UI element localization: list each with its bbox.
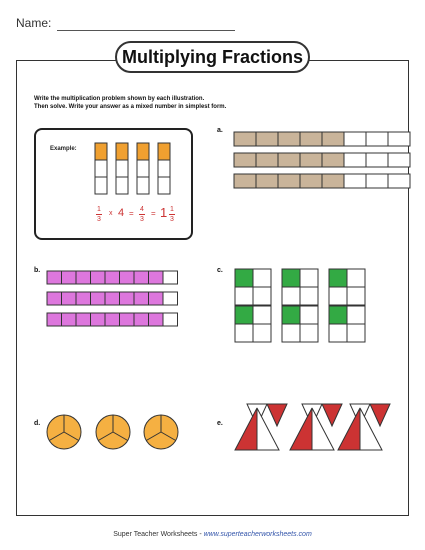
problem-b-strip-cell — [105, 292, 120, 305]
problem-b-strip-cell — [76, 313, 91, 326]
problem-a-strip-cell — [366, 174, 388, 188]
problem-e-triangle — [235, 408, 257, 450]
multiplier: 4 — [118, 207, 125, 219]
example-bar-cell — [137, 160, 149, 177]
problem-a-strip-cell — [344, 174, 366, 188]
page-title: Multiplying Fractions — [115, 41, 310, 73]
problem-c-grid-cell — [329, 306, 347, 324]
problem-e-letter: e. — [217, 420, 223, 427]
footer-site-link[interactable]: www.superteacherworksheets.com — [203, 531, 312, 538]
problem-b-letter: b. — [34, 267, 41, 274]
numerator: 1 — [170, 206, 174, 213]
problem-b-strip-cell — [91, 271, 106, 284]
example-bar-cell — [95, 177, 107, 194]
example-bar-cell — [158, 177, 170, 194]
problem-c-grid-cell — [300, 306, 318, 324]
problem-b-strip-cell — [47, 271, 62, 284]
problem-c-grid-cell — [347, 269, 365, 287]
problem-c-grid-cell — [347, 287, 365, 305]
problem-a-strip-cell — [344, 153, 366, 167]
problem-c-grid-cell — [300, 287, 318, 305]
problem-b-strip-cell — [134, 313, 149, 326]
example-bar-cell — [116, 177, 128, 194]
problem-c-grid-cell — [282, 269, 300, 287]
problem-c-grid-cell — [329, 324, 347, 342]
numerator: 1 — [97, 206, 101, 213]
problem-b-strip-cell — [120, 271, 135, 284]
example-bar-cell — [95, 160, 107, 177]
example-bar-cell — [158, 160, 170, 177]
example-bar-cell — [158, 143, 170, 160]
problem-c-grid-cell — [235, 324, 253, 342]
problem-a-letter: a. — [217, 127, 223, 134]
times-sign: x — [109, 210, 113, 217]
problem-d-letter: d. — [34, 420, 41, 427]
problem-c-grid-cell — [300, 269, 318, 287]
problem-a-strip-cell — [322, 153, 344, 167]
equals-sign: = — [129, 209, 134, 218]
problem-b-strip-cell — [91, 313, 106, 326]
problem-a-strip-cell — [322, 174, 344, 188]
problem-a-strip-cell — [388, 132, 410, 146]
problem-b-strip-cell — [149, 271, 164, 284]
problem-b-strip-cell — [105, 313, 120, 326]
example-label: Example: — [50, 146, 77, 152]
problem-a-strip-cell — [278, 132, 300, 146]
problem-a-strip-cell — [366, 132, 388, 146]
problem-c-grid-cell — [282, 287, 300, 305]
problem-a-strip-cell — [344, 132, 366, 146]
problem-b-strip-cell — [62, 292, 77, 305]
problem-b-strip-cell — [149, 292, 164, 305]
footer — [0, 531, 425, 538]
problem-c-grid-cell — [253, 306, 271, 324]
problem-a-strip-cell — [256, 132, 278, 146]
problem-c-grid-cell — [253, 324, 271, 342]
numerator: 4 — [140, 206, 144, 213]
denominator: 3 — [170, 216, 174, 223]
problem-b-strip-cell — [120, 292, 135, 305]
problem-a-strip-cell — [300, 174, 322, 188]
problem-b-strip-cell — [62, 313, 77, 326]
problem-e-triangle — [338, 408, 360, 450]
problem-c-letter: c. — [217, 267, 223, 274]
problem-b-strip-cell — [134, 271, 149, 284]
instruction-line: Write the multiplication problem shown by each illustration. — [34, 96, 205, 102]
problem-b-strip-cell — [120, 313, 135, 326]
problem-a-strip-cell — [234, 174, 256, 188]
problem-b-strip-cell — [163, 313, 178, 326]
problem-a-strip-cell — [256, 174, 278, 188]
example-bar-cell — [137, 143, 149, 160]
problem-c-grid-cell — [329, 269, 347, 287]
problem-e-triangle — [370, 404, 390, 426]
problem-a-strip-cell — [388, 153, 410, 167]
problem-b-strip-cell — [47, 292, 62, 305]
problem-a-strip-cell — [234, 153, 256, 167]
example-bar-cell — [137, 177, 149, 194]
problem-c-grid-cell — [282, 306, 300, 324]
problem-a-strip-cell — [366, 153, 388, 167]
problem-a-strip-cell — [278, 153, 300, 167]
problem-b-strip-cell — [76, 271, 91, 284]
name-label: Name: — [16, 16, 52, 30]
problem-e-triangle — [322, 404, 342, 426]
problem-b-strip-cell — [76, 292, 91, 305]
problem-a-strip-cell — [234, 132, 256, 146]
problem-e-triangle — [290, 408, 312, 450]
footer-brand: Super Teacher Worksheets - — [113, 531, 204, 538]
problem-b-strip-cell — [163, 271, 178, 284]
problem-e-triangle — [267, 404, 287, 426]
problem-c-grid-cell — [329, 287, 347, 305]
problem-a-strip-cell — [256, 153, 278, 167]
problem-b-strip-cell — [134, 292, 149, 305]
problem-b-strip-cell — [105, 271, 120, 284]
problem-c-grid-cell — [347, 306, 365, 324]
problem-c-grid-cell — [347, 324, 365, 342]
problem-c-grid-cell — [300, 324, 318, 342]
problem-a-strip-cell — [322, 132, 344, 146]
problem-c-grid-cell — [253, 287, 271, 305]
problem-a-strip-cell — [388, 174, 410, 188]
problem-b-strip-cell — [62, 271, 77, 284]
problem-c-grid-cell — [253, 269, 271, 287]
problem-a-strip-cell — [300, 153, 322, 167]
problem-b-strip-cell — [47, 313, 62, 326]
problem-a-strip-cell — [300, 132, 322, 146]
problem-c-grid-cell — [235, 306, 253, 324]
problem-b-strip-cell — [149, 313, 164, 326]
problem-b-strip-cell — [91, 292, 106, 305]
example-bar-cell — [116, 160, 128, 177]
problem-c-grid-cell — [282, 324, 300, 342]
denominator: 3 — [140, 216, 144, 223]
problem-a-strip-cell — [278, 174, 300, 188]
instruction-line: Then solve. Write your answer as a mixed number in simplest form. — [34, 104, 227, 110]
example-bar-cell — [95, 143, 107, 160]
example-bar-cell — [116, 143, 128, 160]
equals-sign: = — [151, 209, 156, 218]
denominator: 3 — [97, 216, 101, 223]
problem-c-grid-cell — [235, 287, 253, 305]
problem-b-strip-cell — [163, 292, 178, 305]
whole-number: 1 — [160, 205, 168, 220]
problem-c-grid-cell — [235, 269, 253, 287]
